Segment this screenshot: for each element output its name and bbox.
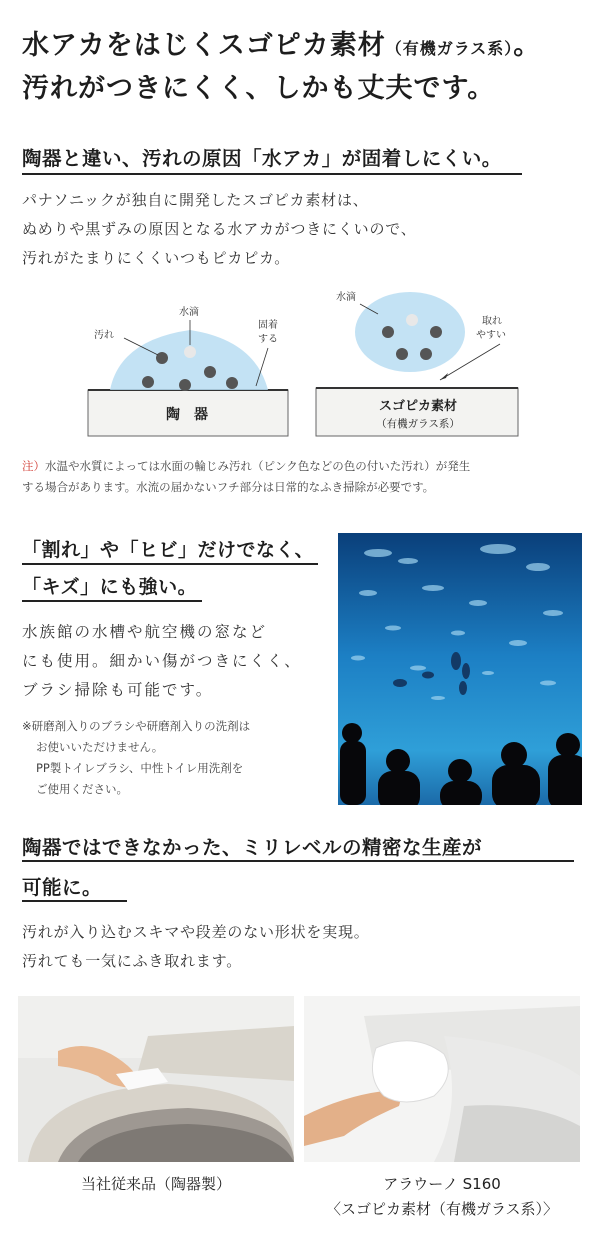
- page-title: [22, 26, 592, 109]
- caption-right-2: 〈スゴピカ素材（有機ガラス系）〉: [325, 1200, 559, 1218]
- section1-body: [22, 186, 417, 273]
- title-line-2: 汚れがつきにくく、しかも丈夫です。: [22, 73, 496, 104]
- section2-note: [22, 716, 250, 800]
- title-line-1: [22, 26, 592, 69]
- section2-body-line: ブラシ掃除も可能です。: [22, 681, 214, 699]
- dirt-particle: [156, 352, 168, 364]
- ceramic-diagram: [80, 300, 295, 440]
- label-off-2: やすい: [476, 330, 506, 341]
- dirt-particle: [430, 326, 442, 338]
- label-fix-1: 固着: [258, 320, 278, 331]
- section2-rule-1: [22, 563, 318, 565]
- caption-left: 当社従来品（陶器製）: [80, 1175, 231, 1193]
- section1-heading: 陶器と違い、汚れの原因「水アカ」が固着しにくい。: [22, 147, 502, 170]
- section2-note-line: PP製トイレブラシ、中性トイレ用洗剤を: [36, 761, 244, 775]
- section2-body-line: にも使用。細かい傷がつきにくく、: [22, 652, 302, 670]
- section3-heading-2: 可能に。: [22, 876, 103, 899]
- water-droplet: [355, 292, 465, 372]
- dirt-particle: [382, 326, 394, 338]
- caption-right-1: アラウーノ S160: [383, 1175, 501, 1193]
- sugopika-label: スゴピカ素材: [378, 399, 458, 414]
- section1-body-line: パナソニックが独自に開発したスゴピカ素材は、: [22, 191, 369, 209]
- section3-body: [22, 918, 370, 976]
- sugopika-sublabel: （有機ガラス系）: [376, 418, 460, 430]
- section2-note-line: ご使用ください。: [36, 782, 128, 796]
- section1-body-line: ぬめりや黒ずみの原因となる水アカがつきにくいので、: [22, 220, 417, 238]
- section2-heading-2: 「キズ」にも強い。: [22, 576, 198, 598]
- section3-body-line: 汚れが入り込むスキマや段差のない形状を実現。: [22, 923, 370, 941]
- section2-heading-1: 「割れ」や「ヒビ」だけでなく、: [22, 539, 315, 561]
- droplet-highlight: [406, 314, 418, 326]
- label-water: 水滴: [179, 307, 199, 318]
- dirt-particle: [204, 366, 216, 378]
- label-fix-2: する: [258, 334, 278, 345]
- title-material: （有機ガラス系）: [385, 39, 514, 58]
- section1-note: [22, 456, 582, 498]
- ceramic-toilet-photo: [18, 996, 294, 1162]
- sugopika-diagram: [310, 284, 525, 440]
- title-period: 。: [513, 30, 542, 61]
- section3-rule-1: [22, 860, 574, 862]
- section3-rule-2: [22, 900, 127, 902]
- label-dirt: 汚れ: [94, 330, 114, 341]
- section2-rule-2: [22, 600, 202, 602]
- sugopika-toilet-photo: [304, 996, 580, 1162]
- dirt-particle: [396, 348, 408, 360]
- section3-heading-1: 陶器ではできなかった、ミリレベルの精密な生産が: [22, 836, 483, 859]
- dirt-particle: [226, 377, 238, 389]
- section2-note-line: お使いいただけません。: [36, 740, 164, 754]
- section2-body: [22, 618, 302, 705]
- note-line: する場合があります。水流の届かないフチ部分は日常的なふき掃除が必要です。: [22, 480, 435, 494]
- section1-rule: [22, 173, 522, 175]
- label-off-1: 取れ: [482, 316, 502, 327]
- note-prefix: 注）: [22, 459, 45, 473]
- section2-body-line: 水族館の水槽や航空機の窓など: [22, 623, 268, 641]
- dirt-particle: [142, 376, 154, 388]
- section3-body-line: 汚れても一気にふき取れます。: [22, 952, 243, 970]
- section2-note-line: ※研磨剤入りのブラシや研磨剤入りの洗剤は: [22, 719, 251, 733]
- section1-body-line: 汚れがたまりにくくいつもピカピカ。: [22, 249, 291, 267]
- dirt-particle: [179, 379, 191, 391]
- title-main: 水アカをはじくスゴピカ素材: [22, 30, 386, 61]
- dirt-particle: [420, 348, 432, 360]
- note-line: 水温や水質によっては水面の輪じみ汚れ（ピンク色などの色の付いた汚れ）が発生: [45, 459, 471, 473]
- ceramic-label: 陶 器: [166, 407, 208, 423]
- label-water: 水滴: [336, 292, 356, 303]
- aquarium-photo: [338, 533, 582, 805]
- droplet-highlight: [184, 346, 196, 358]
